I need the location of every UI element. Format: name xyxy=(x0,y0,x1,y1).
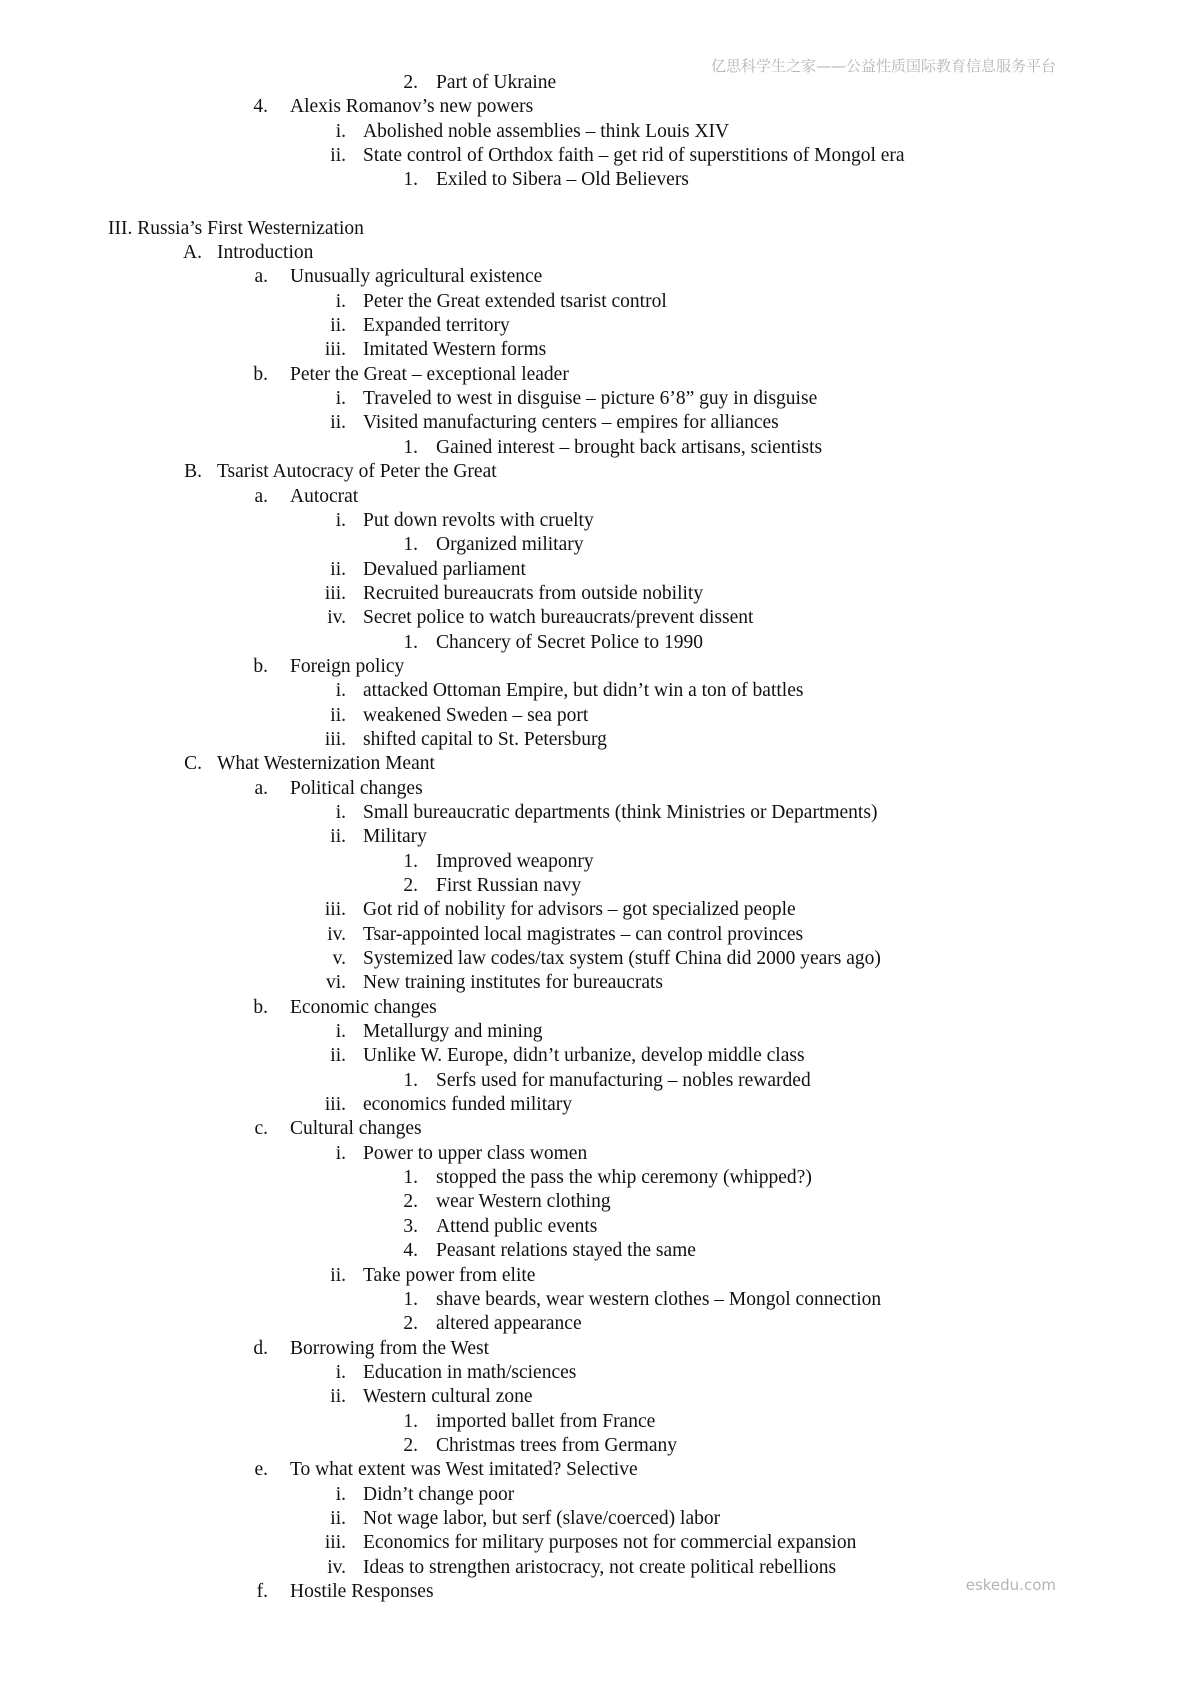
outline-marker: b. xyxy=(253,363,268,385)
outline-text: economics funded military xyxy=(363,1094,573,1116)
outline-item xyxy=(0,996,1191,1020)
outline-text: Power to upper class women xyxy=(363,1142,588,1164)
outline-text: Serfs used for manufacturing – nobles rewarded xyxy=(436,1069,811,1091)
outline-marker: 2. xyxy=(403,1434,418,1456)
outline-marker: B. xyxy=(184,461,202,483)
outline-marker: iv. xyxy=(327,607,346,629)
outline-text: shifted capital to St. Petersburg xyxy=(363,728,607,750)
outline-marker: i. xyxy=(335,388,346,410)
outline-text: State control of Orthdox faith – get rid of superstitions of Mongol era xyxy=(363,145,905,167)
outline-item xyxy=(0,801,1191,825)
outline-item xyxy=(0,1434,1191,1458)
outline-text: Devalued parliament xyxy=(363,558,526,580)
outline-marker: 1. xyxy=(403,850,418,872)
outline-marker: i. xyxy=(335,509,346,531)
outline-text: Unusually agricultural existence xyxy=(290,266,543,288)
outline-text: Got rid of nobility for advisors – got specialized people xyxy=(363,899,796,921)
outline-marker: i. xyxy=(335,1483,346,1505)
outline-item xyxy=(0,1361,1191,1385)
outline-text: Political changes xyxy=(290,777,423,799)
outline-marker: iii. xyxy=(324,339,346,361)
outline-item xyxy=(0,874,1191,898)
outline-text: Unlike W. Europe, didn’t urbanize, develop middle class xyxy=(363,1045,805,1067)
outline-text: Military xyxy=(363,826,427,848)
outline-item xyxy=(0,241,1191,265)
outline-text: Economic changes xyxy=(290,996,437,1018)
outline-text: Economics for military purposes not for commercial expansion xyxy=(363,1532,857,1554)
outline-marker: A. xyxy=(183,242,202,264)
outline-text: Not wage labor, but serf (slave/coerced) labor xyxy=(363,1507,721,1529)
outline-item xyxy=(0,1458,1191,1482)
blank-line xyxy=(0,193,1191,217)
outline-marker: 2. xyxy=(403,1191,418,1213)
outline-item xyxy=(0,728,1191,752)
outline-marker: iv. xyxy=(327,1556,346,1578)
outline-text: Abolished noble assemblies – think Louis XIV xyxy=(363,120,730,142)
outline-item xyxy=(0,1410,1191,1434)
outline-marker: C. xyxy=(184,753,202,775)
header-watermark: 亿思科学生之家——公益性质国际教育信息服务平台 xyxy=(710,57,1056,75)
outline-marker: iii. xyxy=(324,582,346,604)
outline-item xyxy=(0,679,1191,703)
outline-item xyxy=(0,1215,1191,1239)
outline-item xyxy=(0,1531,1191,1555)
outline-marker: iii. xyxy=(324,1532,346,1554)
outline-text: Secret police to watch bureaucrats/prevent dissent xyxy=(363,607,754,629)
outline-marker: v. xyxy=(332,948,346,970)
outline-item xyxy=(0,485,1191,509)
outline-marker: vi. xyxy=(325,972,346,994)
outline-marker: 1. xyxy=(403,1288,418,1310)
outline-item xyxy=(0,1190,1191,1214)
outline-text: stopped the pass the whip ceremony (whipped?) xyxy=(436,1167,812,1189)
outline-marker: i. xyxy=(335,120,346,142)
outline-text: Part of Ukraine xyxy=(436,72,557,93)
outline-text: Improved weaponry xyxy=(436,850,594,872)
outline-marker: ii. xyxy=(330,1264,346,1286)
outline-item xyxy=(0,363,1191,387)
outline-marker: ii. xyxy=(330,412,346,434)
outline-item xyxy=(0,1239,1191,1263)
outline-item xyxy=(0,1483,1191,1507)
outline-text: weakened Sweden – sea port xyxy=(363,704,589,726)
outline-marker: ii. xyxy=(330,558,346,580)
outline-item xyxy=(0,509,1191,533)
outline-item xyxy=(0,1117,1191,1141)
outline-marker: 4. xyxy=(253,96,268,118)
outline-marker: iv. xyxy=(327,923,346,945)
outline-marker: a. xyxy=(254,485,268,507)
outline-marker: 2. xyxy=(403,72,418,93)
outline-marker: 1. xyxy=(403,436,418,458)
outline-text: Gained interest – brought back artisans, scientists xyxy=(436,436,823,458)
outline-marker: e. xyxy=(254,1459,268,1481)
outline-text: Peasant relations stayed the same xyxy=(436,1240,696,1262)
outline-text: Cultural changes xyxy=(290,1118,422,1140)
outline-text: Ideas to strengthen aristocracy, not create political rebellions xyxy=(363,1556,837,1578)
outline-item xyxy=(0,752,1191,776)
outline-marker: ii. xyxy=(330,1507,346,1529)
outline-marker: i. xyxy=(335,1021,346,1043)
outline-item xyxy=(0,338,1191,362)
outline-item xyxy=(0,1093,1191,1117)
outline-marker: i. xyxy=(335,801,346,823)
outline-item xyxy=(0,436,1191,460)
outline-text: Autocrat xyxy=(290,485,359,507)
outline-item xyxy=(0,1264,1191,1288)
outline-text: What Westernization Meant xyxy=(217,753,435,775)
outline-item xyxy=(0,95,1191,119)
section-heading xyxy=(0,217,1191,241)
outline-text: wear Western clothing xyxy=(436,1191,611,1213)
outline-text: Didn’t change poor xyxy=(363,1483,515,1505)
outline-text: To what extent was West imitated? Selective xyxy=(290,1459,638,1481)
outline-item xyxy=(0,1069,1191,1093)
outline-marker: i. xyxy=(335,1142,346,1164)
outline-marker: b. xyxy=(253,655,268,677)
outline-marker: 1. xyxy=(403,631,418,653)
outline-text: Attend public events xyxy=(436,1215,598,1237)
outline-marker: ii. xyxy=(330,704,346,726)
outline-text: imported ballet from France xyxy=(436,1410,656,1432)
outline-marker: b. xyxy=(253,996,268,1018)
outline-item xyxy=(0,387,1191,411)
outline-marker: ii. xyxy=(330,826,346,848)
outline-item xyxy=(0,606,1191,630)
outline-item xyxy=(0,120,1191,144)
outline-marker: f. xyxy=(256,1580,268,1602)
outline-item xyxy=(0,314,1191,338)
outline-marker: i. xyxy=(335,290,346,312)
outline-text: Imitated Western forms xyxy=(363,339,547,361)
outline-item xyxy=(0,1337,1191,1361)
outline-text: Chancery of Secret Police to 1990 xyxy=(436,631,703,653)
outline-item xyxy=(0,168,1191,192)
outline-text: Peter the Great – exceptional leader xyxy=(290,363,569,385)
outline-item xyxy=(0,411,1191,435)
outline-text: New training institutes for bureaucrats xyxy=(363,972,663,994)
outline-item xyxy=(0,1312,1191,1336)
outline-item xyxy=(0,582,1191,606)
outline-marker: iii. xyxy=(324,1094,346,1116)
outline-marker: 1. xyxy=(403,169,418,191)
outline-text: Education in math/sciences xyxy=(363,1361,577,1383)
outline-text: altered appearance xyxy=(436,1313,582,1335)
outline-item xyxy=(0,558,1191,582)
outline-text: Expanded territory xyxy=(363,315,510,337)
outline-marker: 1. xyxy=(403,1167,418,1189)
outline-text: Foreign policy xyxy=(290,655,405,677)
outline-item xyxy=(0,1385,1191,1409)
outline-item xyxy=(0,1044,1191,1068)
outline-marker: i. xyxy=(335,1361,346,1383)
outline-marker: 3. xyxy=(403,1215,418,1237)
outline-text: Organized military xyxy=(436,534,584,556)
outline-text: Visited manufacturing centers – empires for alliances xyxy=(363,412,779,434)
outline-text: Western cultural zone xyxy=(363,1386,533,1408)
outline-text: Systemized law codes/tax system (stuff China did 2000 years ago) xyxy=(363,948,881,970)
outline-marker: iii. xyxy=(324,728,346,750)
outline-item xyxy=(0,704,1191,728)
outline-marker: a. xyxy=(254,777,268,799)
outline-marker: iii. xyxy=(324,899,346,921)
outline-text: Put down revolts with cruelty xyxy=(363,509,594,531)
outline-item xyxy=(0,460,1191,484)
outline-item xyxy=(0,1507,1191,1531)
outline-text: Introduction xyxy=(217,242,314,264)
outline-text: Christmas trees from Germany xyxy=(436,1434,677,1456)
outline-marker: c. xyxy=(254,1118,268,1140)
outline-marker: 1. xyxy=(403,1410,418,1432)
outline-marker: ii. xyxy=(330,1045,346,1067)
outline-marker: 4. xyxy=(403,1240,418,1262)
outline-text: Metallurgy and mining xyxy=(363,1021,543,1043)
outline-item xyxy=(0,777,1191,801)
outline-text: shave beards, wear western clothes – Mongol connection xyxy=(436,1288,882,1310)
outline-item xyxy=(0,898,1191,922)
outline-text: Tsarist Autocracy of Peter the Great xyxy=(217,461,497,483)
outline-text: III. Russia’s First Westernization xyxy=(108,217,364,239)
outline-marker: d. xyxy=(253,1337,268,1359)
outline-marker: 2. xyxy=(403,875,418,896)
outline-item xyxy=(0,71,1191,95)
outline-item xyxy=(0,655,1191,679)
outline-item xyxy=(0,1020,1191,1044)
outline-text: First Russian navy xyxy=(436,875,582,896)
outline-marker: 1. xyxy=(403,1069,418,1091)
outline-item xyxy=(0,265,1191,289)
outline-text: Small bureaucratic departments (think Ministries or Departments) xyxy=(363,801,878,823)
outline-text: attacked Ottoman Empire, but didn’t win a ton of battles xyxy=(363,680,804,702)
outline-text: Peter the Great extended tsarist control xyxy=(363,290,667,312)
outline-item xyxy=(0,631,1191,655)
outline-text: Borrowing from the West xyxy=(290,1337,489,1359)
outline-marker: i. xyxy=(335,680,346,702)
outline-item xyxy=(0,1166,1191,1190)
outline-item xyxy=(0,923,1191,947)
outline-item xyxy=(0,971,1191,995)
outline-text: Take power from elite xyxy=(363,1264,536,1286)
outline-item xyxy=(0,1288,1191,1312)
outline-item xyxy=(0,144,1191,168)
outline-item xyxy=(0,825,1191,849)
outline-item xyxy=(0,1142,1191,1166)
outline-item xyxy=(0,290,1191,314)
outline-text: Recruited bureaucrats from outside nobility xyxy=(363,582,704,604)
outline-marker: ii. xyxy=(330,145,346,167)
outline-item xyxy=(0,850,1191,874)
footer-site-mark: eskedu.com xyxy=(965,1576,1056,1594)
outline-item xyxy=(0,533,1191,557)
outline-text: Exiled to Sibera – Old Believers xyxy=(436,169,689,191)
outline-text: Tsar-appointed local magistrates – can control provinces xyxy=(363,923,804,945)
outline-item xyxy=(0,947,1191,971)
outline-marker: a. xyxy=(254,266,268,288)
outline-text: Traveled to west in disguise – picture 6’8” guy in disguise xyxy=(363,388,818,410)
outline-marker: ii. xyxy=(330,315,346,337)
outline-marker: 1. xyxy=(403,534,418,556)
outline-text: Hostile Responses xyxy=(290,1580,434,1602)
outline-marker: ii. xyxy=(330,1386,346,1408)
outline-list xyxy=(0,71,1191,1604)
outline-marker: 2. xyxy=(403,1313,418,1335)
outline-text: Alexis Romanov’s new powers xyxy=(290,96,534,118)
